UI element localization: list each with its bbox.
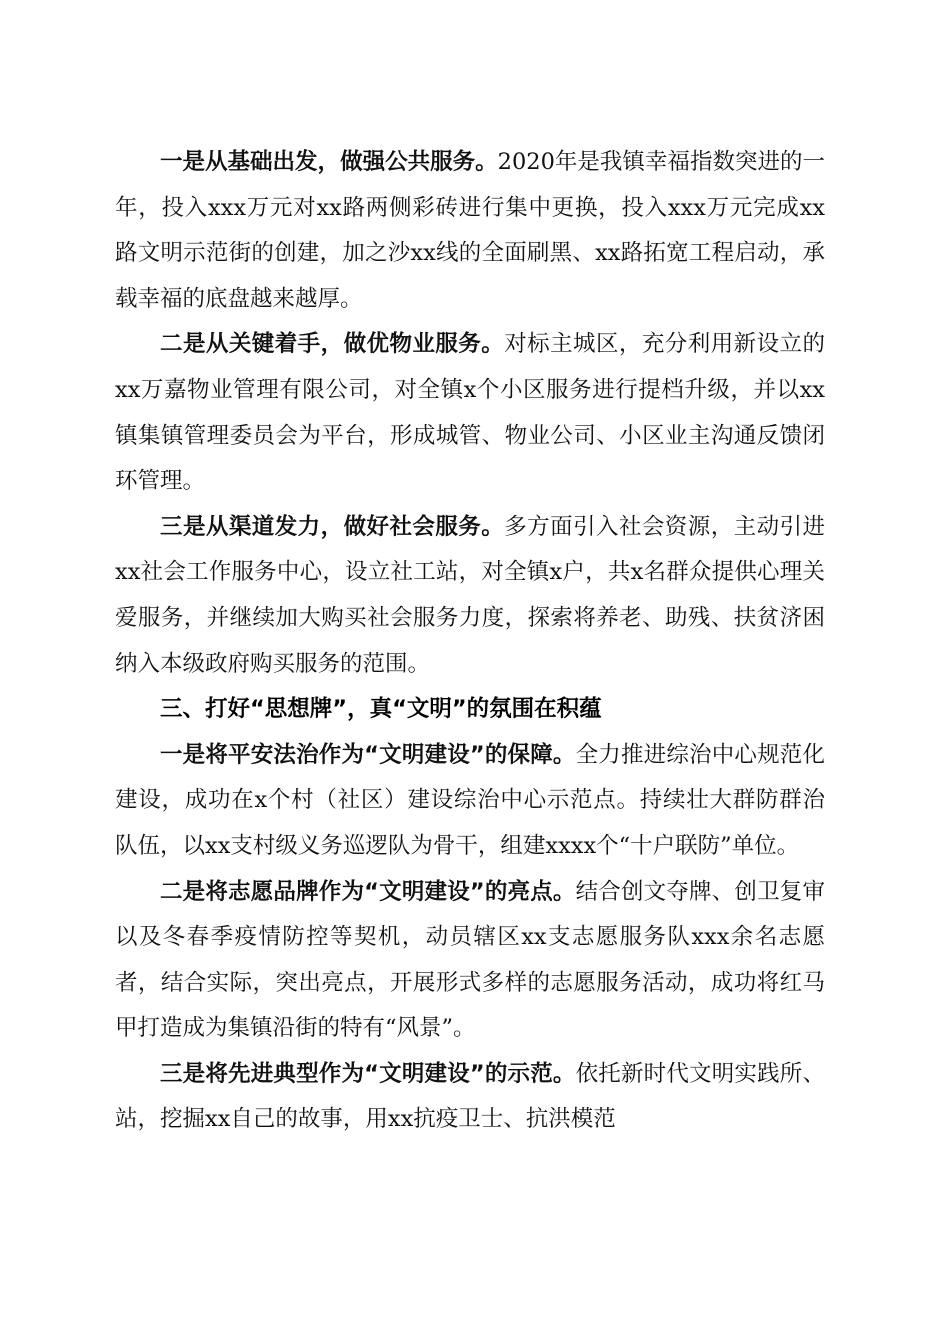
section-heading: 三、打好“思想牌”，真“文明”的氛围在积蕴	[160, 696, 602, 723]
paragraph-text: 全力推进综治中心规范化建设，成功在x个村（社区）建设综治中心示范点。持续壮大群防群治队伍，以xx支村级义务巡逻队为骨干，组建xxxx个“十户联防”单位。	[115, 741, 825, 859]
paragraph-advanced-models	[115, 1052, 825, 1143]
paragraph-lead: 一是从基础出发，做强公共服务。	[160, 149, 498, 175]
paragraph-text: 结合创文夺牌、创卫复审以及冬春季疫情防控等契机，动员辖区xx支志愿服务队xxx余名志愿者，结合实际，突出亮点，开展形式多样的志愿服务活动，成功将红马甲打造成为集镇沿街的特有“风景”。	[115, 878, 825, 1042]
paragraph-lead: 三是将先进典型作为“文明建设”的示范。	[160, 1060, 576, 1087]
paragraph-volunteer-brand	[115, 870, 825, 1052]
document-body	[115, 140, 825, 1143]
paragraph-property-service	[115, 322, 825, 504]
paragraph-text: 2020年是我镇幸福指数突进的一年，投入xxx万元对xx路两侧彩砖进行集中更换，投入xxx万元完成xx路文明示范街的创建，加之沙xx线的全面刷黑、xx路拓宽工程启动，承载幸福的底盘越来越厚。	[115, 149, 825, 312]
paragraph-lead: 三是从渠道发力，做好社会服务。	[160, 513, 505, 540]
paragraph-text: 依托新时代文明实践所、站，挖掘xx自己的故事，用xx抗疫卫士、抗洪模范	[115, 1060, 825, 1133]
paragraph-text: 对标主城区，充分利用新设立的xx万嘉物业管理有限公司，对全镇x个小区服务进行提档升级，并以xx镇集镇管理委员会为平台，形成城管、物业公司、小区业主沟通反馈闭环管理。	[115, 331, 825, 495]
paragraph-lead: 二是将志愿品牌作为“文明建设”的亮点。	[160, 878, 576, 905]
paragraph-text: 多方面引入社会资源，主动引进xx社会工作服务中心，设立社工站，对全镇x户，共x名群众提供心理关爱服务，并继续加大购买社会服务力度，探索将养老、助残、扶贫济困纳入本级政府购买服务的范围。	[115, 513, 825, 677]
paragraph-social-service	[115, 505, 825, 687]
paragraph-public-service	[115, 140, 825, 322]
paragraph-safety-rule-of-law	[115, 733, 825, 870]
paragraph-lead: 一是将平安法治作为“文明建设”的保障。	[160, 741, 576, 768]
paragraph-lead: 二是从关键着手，做优物业服务。	[160, 331, 505, 358]
